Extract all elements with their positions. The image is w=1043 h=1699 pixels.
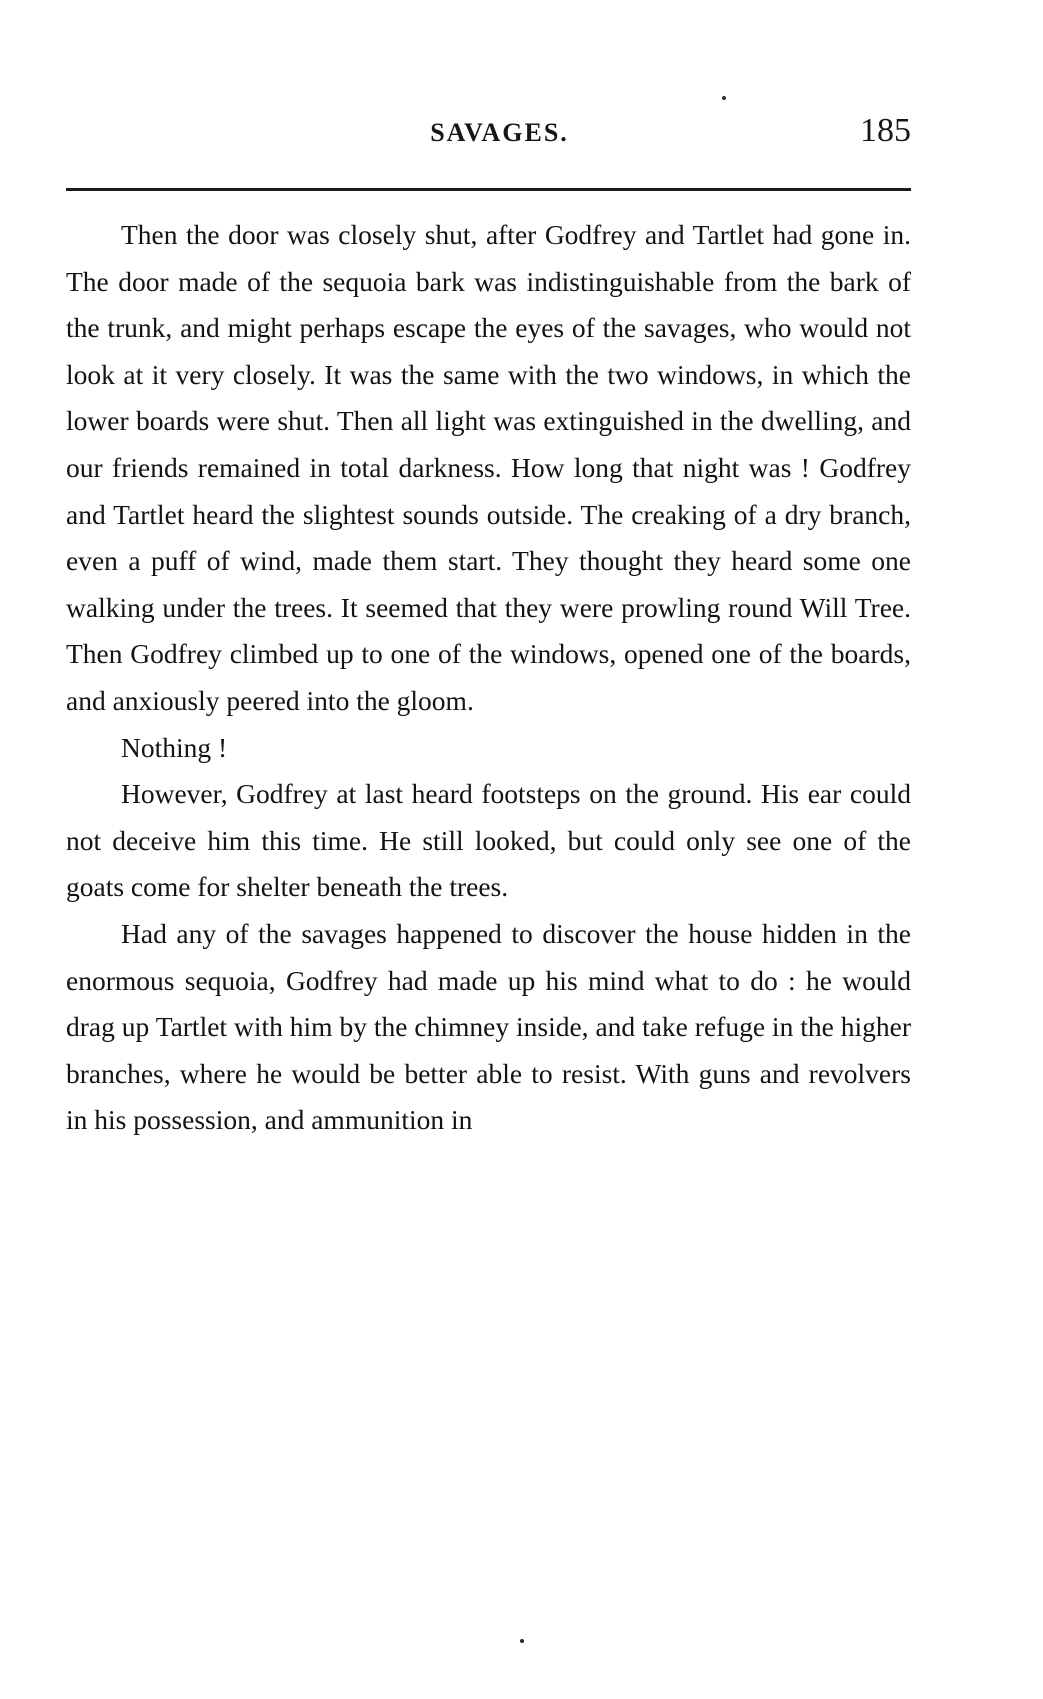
paragraph-4: Had any of the savages happened to discover the house hidden in the enormous sequoia, Godfrey had made up his mind what to do : he would drag up Tartlet with him by the chimney inside, and take refuge in the higher branches, where he would be better able to resist. With guns and revolvers in his possession, and ammunition in xyxy=(66,917,911,1136)
page-header xyxy=(66,112,911,188)
page-content xyxy=(66,0,911,1136)
body-text xyxy=(66,212,911,1144)
header-rule xyxy=(66,188,911,191)
page-number: 185 xyxy=(860,112,911,149)
footer-speck xyxy=(520,1639,524,1643)
paragraph-2: Nothing ! xyxy=(121,731,228,763)
running-head: SAVAGES. xyxy=(430,118,569,147)
paragraph-3: However, Godfrey at last heard footsteps on the ground. His ear could not deceive him this time. He still looked, but could only see one of the goats come for shelter beneath the trees. xyxy=(66,778,911,903)
paragraph-1: Then the door was closely shut, after Godfrey and Tartlet had gone in. The door made of the sequoia bark was indistinguishable from the bark of the trunk, and might perhaps escape the eyes of the savages, who would not look at it very closely. It was the same with the two windows, in which the lower boards were shut. Then all light was extinguished in the dwelling, and our friends remained in total darkness. How long that night was ! Godfrey and Tartlet heard the slightest sounds outside. The creaking of a dry branch, even a puff of wind, made them start. They thought they heard some one walking under the trees. It seemed that they were prowling round Will Tree. Then Godfrey climbed up to one of the windows, opened one of the boards, and anxiously peered into the gloom. xyxy=(66,219,911,716)
